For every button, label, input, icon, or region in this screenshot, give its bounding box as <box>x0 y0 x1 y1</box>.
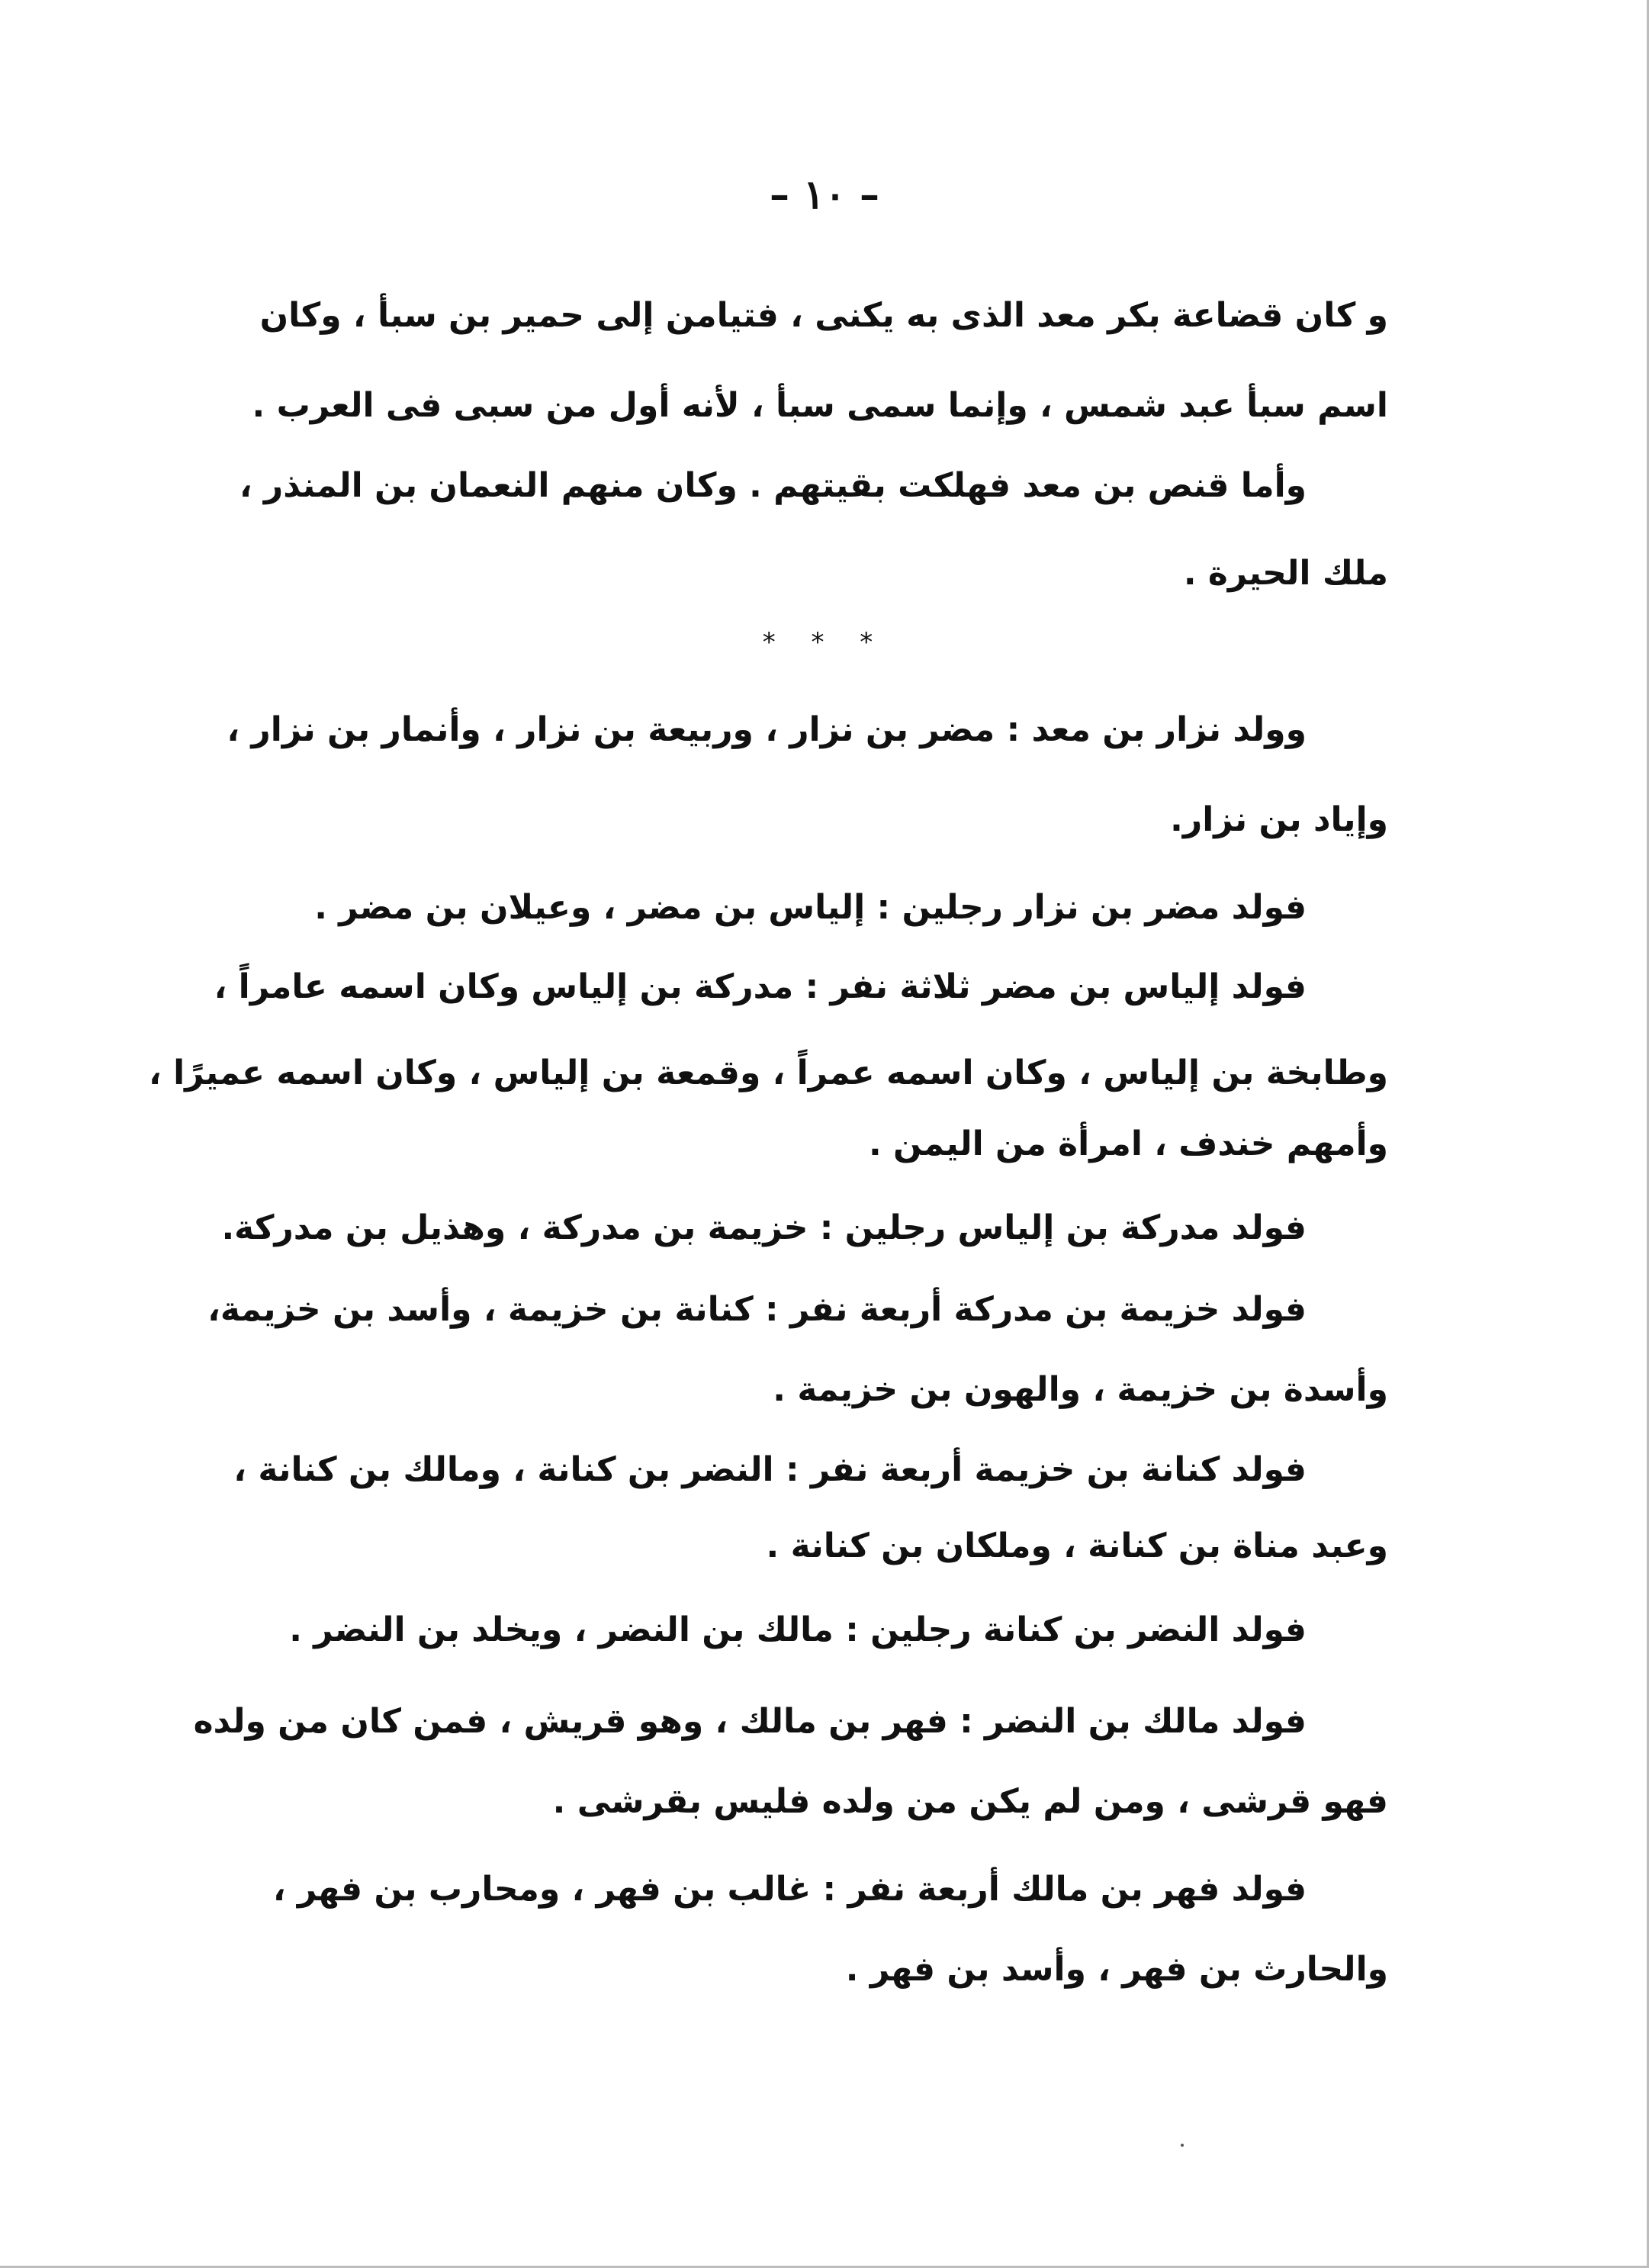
text-line: وإياد بن نزار. <box>1170 800 1388 839</box>
text-line: وأما قنص بن معد فهلكت بقيتهم . وكان منهم النعمان بن المنذر ، <box>239 466 1307 505</box>
text-line: فولد إلياس بن مضر ثلاثة نفر : مدركة بن إلياس وكان اسمه عامراً ، <box>214 967 1307 1006</box>
text-line: وأمهم خندف ، امرأة من اليمن . <box>868 1124 1388 1163</box>
text-line: فهو قرشى ، ومن لم يكن من ولده فليس بقرشى . <box>552 1782 1388 1821</box>
section-divider: * * * <box>762 627 887 658</box>
text-line: ملك الحيرة . <box>1183 554 1388 593</box>
text-line: وأسدة بن خزيمة ، والهون بن خزيمة . <box>773 1370 1388 1409</box>
scan-speck <box>1181 2144 1184 2147</box>
page-number: – ١٠ – <box>769 172 880 218</box>
text-line: اسم سبأ عبد شمس ، وإنما سمى سبأ ، لأنه أول من سبى فى العرب . <box>252 386 1388 425</box>
text-line: وعبد مناة بن كنانة ، وملكان بن كنانة . <box>766 1526 1388 1565</box>
text-line: فولد مضر بن نزار رجلين : إلياس بن مضر ، وعيلان بن مضر . <box>314 888 1307 927</box>
text-line: و كان قضاعة بكر معد الذى به يكنى ، فتيامن إلى حمير بن سبأ ، وكان <box>259 296 1388 335</box>
text-line: وولد نزار بن معد : مضر بن نزار ، وربيعة بن نزار ، وأنمار بن نزار ، <box>227 710 1307 749</box>
text-line: فولد خزيمة بن مدركة أربعة نفر : كنانة بن خزيمة ، وأسد بن خزيمة، <box>207 1290 1307 1329</box>
text-line: فولد النضر بن كنانة رجلين : مالك بن النضر ، ويخلد بن النضر . <box>289 1610 1307 1649</box>
text-line: وطابخة بن إلياس ، وكان اسمه عمراً ، وقمعة بن إلياس ، وكان اسمه عميرًا ، <box>149 1054 1388 1092</box>
text-line: فولد مدركة بن إلياس رجلين : خزيمة بن مدركة ، وهذيل بن مدركة. <box>221 1208 1307 1247</box>
text-line: فولد مالك بن النضر : فهر بن مالك ، وهو قريش ، فمن كان من ولده <box>193 1702 1307 1741</box>
text-line: فولد فهر بن مالك أربعة نفر : غالب بن فهر ، ومحارب بن فهر ، <box>272 1870 1307 1909</box>
text-line: والحارث بن فهر ، وأسد بن فهر . <box>845 1950 1388 1989</box>
text-line: فولد كنانة بن خزيمة أربعة نفر : النضر بن كنانة ، ومالك بن كنانة ، <box>233 1450 1307 1489</box>
